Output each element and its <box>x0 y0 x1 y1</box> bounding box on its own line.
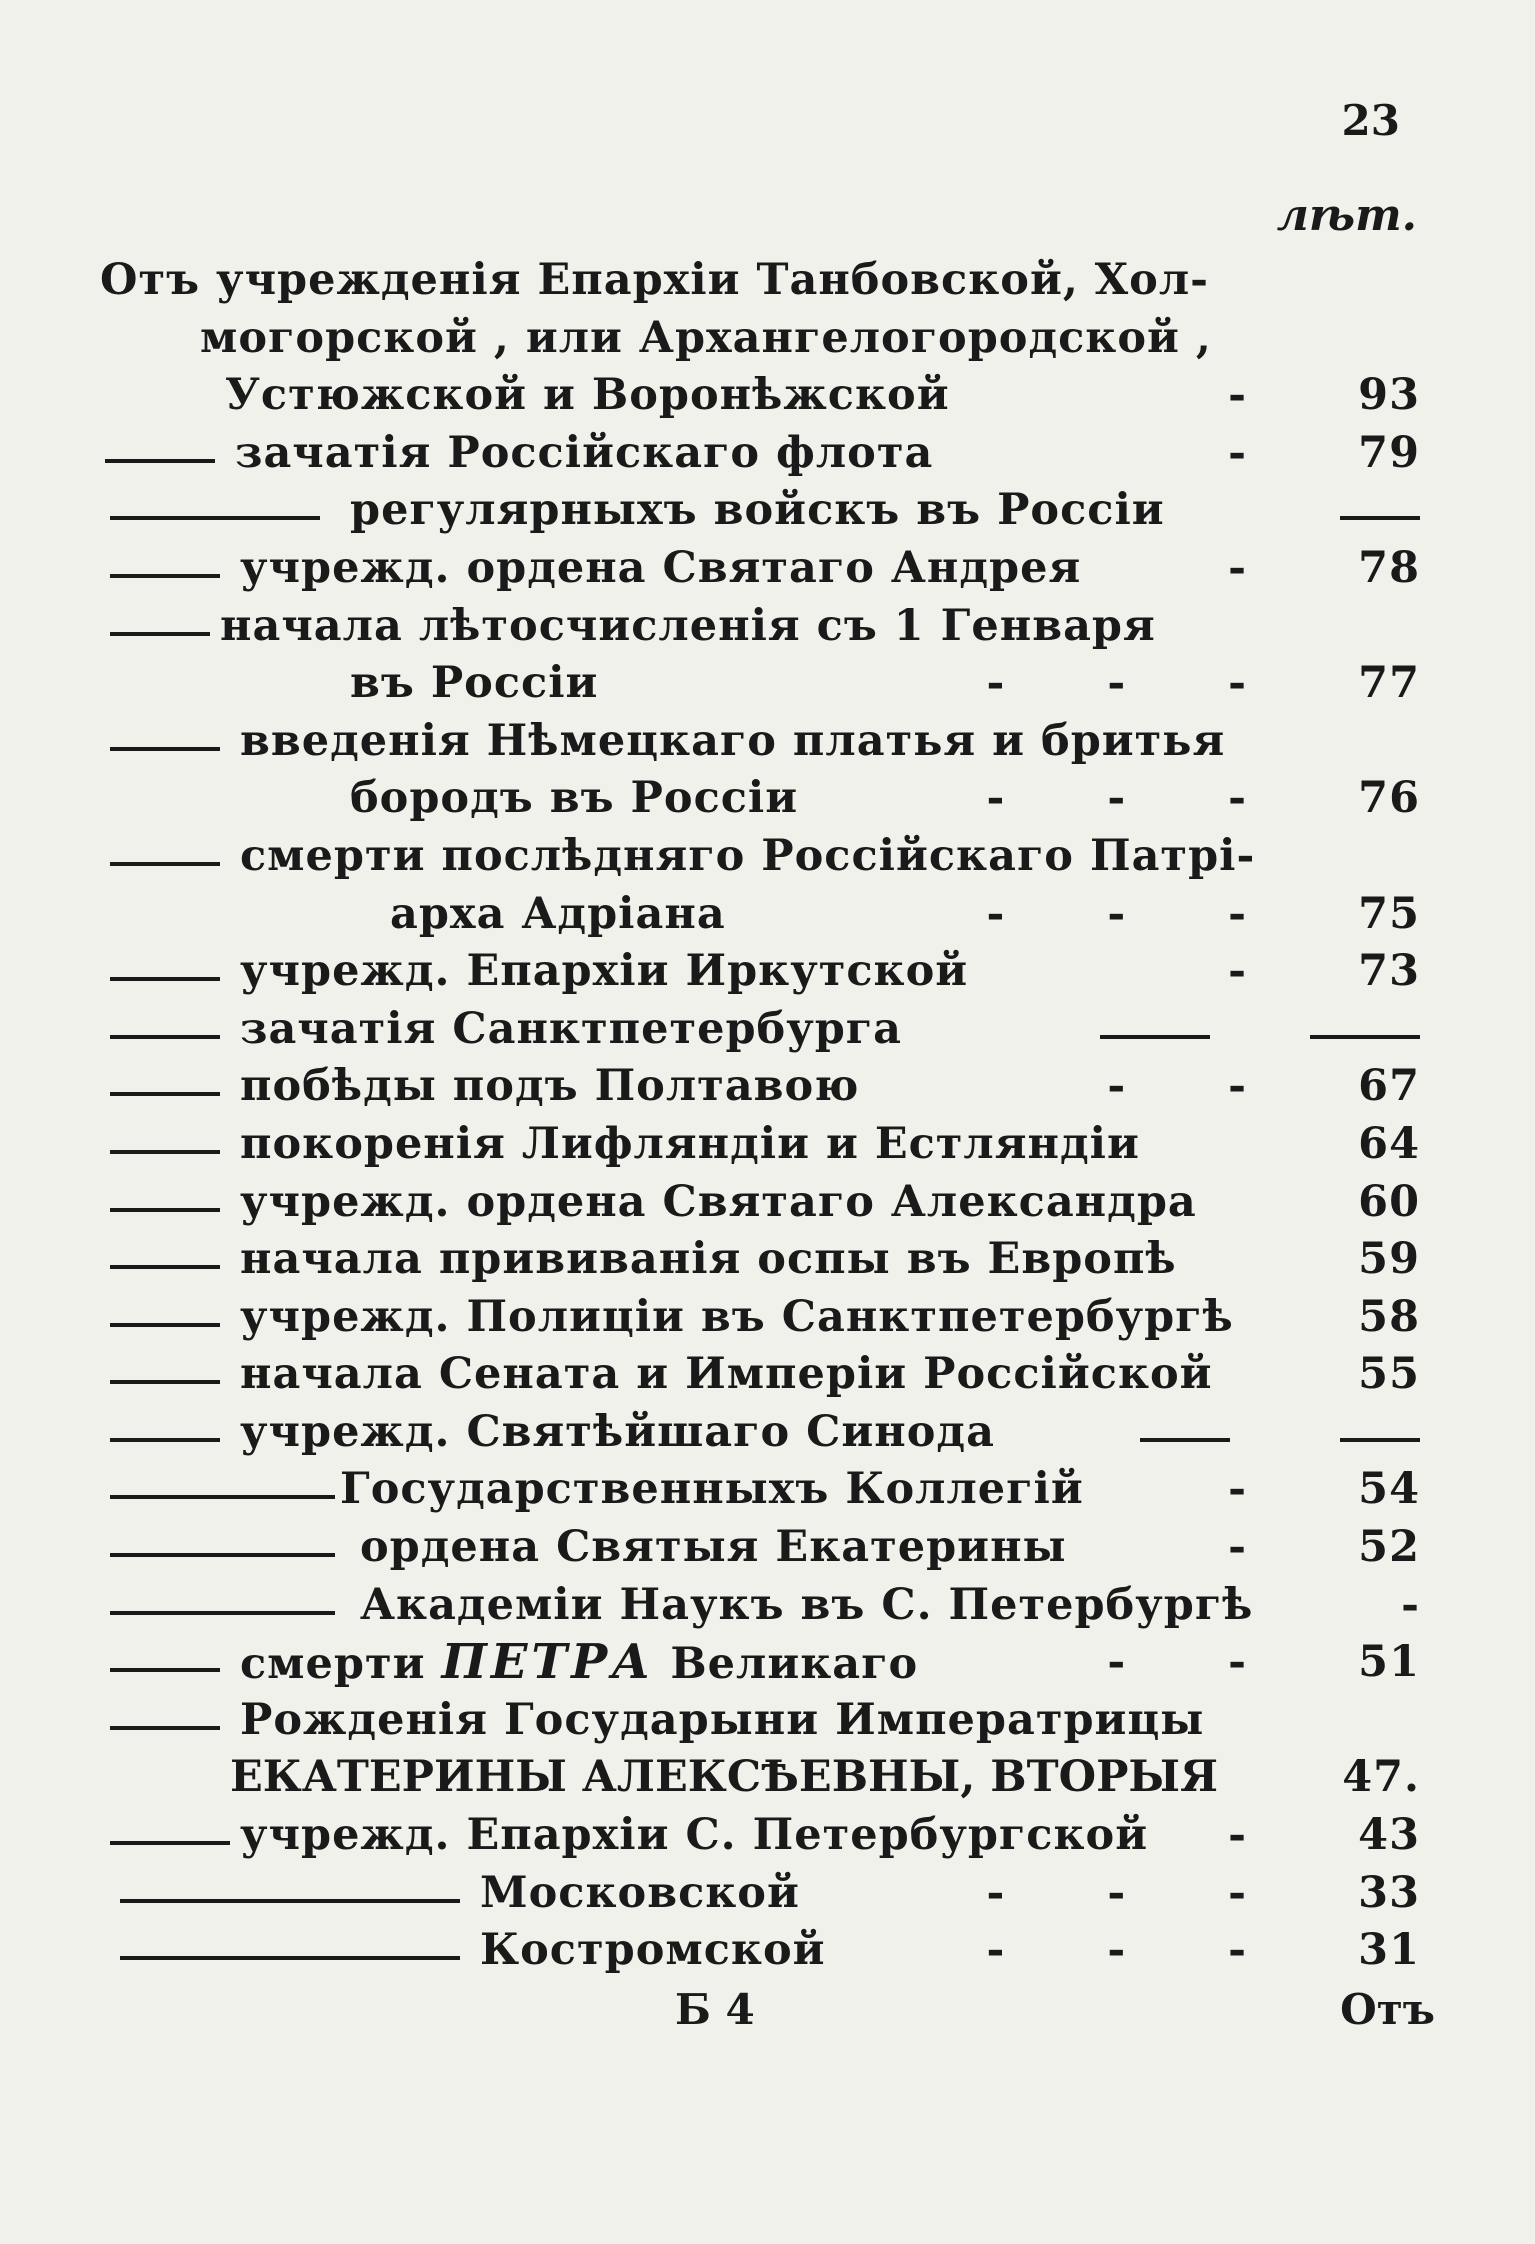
list-item <box>100 1289 1430 1347</box>
list-item <box>100 425 1430 483</box>
entry-text: смерти послѣдняго Россійскаго Патрі- <box>240 830 1256 881</box>
list-item <box>100 1461 1430 1519</box>
list-item <box>100 713 1430 771</box>
ditto-dash <box>120 1956 460 1960</box>
entry-years: 52 <box>1358 1522 1420 1573</box>
entry-text: учрежд. Епархіи С. Петербургской <box>240 1810 1149 1861</box>
entry-years: 43 <box>1358 1810 1420 1861</box>
entry-text: могорской , или Архангелогородской , <box>200 312 1212 363</box>
dot-leader: - - - <box>986 888 1290 939</box>
list-item <box>100 1001 1430 1059</box>
entry-text: учрежд. Полиціи въ Санктпетербургѣ <box>240 1291 1234 1342</box>
entry-years: 76 <box>1358 773 1420 824</box>
entry-text: побѣды подъ Полтавою <box>240 1061 860 1112</box>
ditto-dash <box>110 1495 335 1499</box>
entry-text: Отъ учрежденія Епархіи Танбовской, Хол- <box>100 255 1210 305</box>
list-item <box>100 1865 1430 1923</box>
list-item <box>100 1519 1430 1577</box>
entry-years: 55 <box>1358 1349 1420 1400</box>
entry-text: учрежд. ордена Святаго Андрея <box>240 542 1082 593</box>
ditto-dash <box>110 862 220 866</box>
list-item <box>100 1749 1430 1807</box>
list-item <box>100 1404 1430 1462</box>
entry-text: регулярныхъ войскъ въ Россіи <box>350 485 1165 536</box>
entry-years: 79 <box>1358 427 1420 478</box>
entry-text: въ Россіи <box>350 658 599 709</box>
list-item <box>100 1807 1430 1865</box>
ditto-dash <box>120 1899 460 1903</box>
entry-years: 93 <box>1358 370 1420 421</box>
ditto-dash <box>110 1035 220 1039</box>
list-item <box>100 1577 1430 1635</box>
entry-years: 67 <box>1358 1061 1420 1112</box>
ditto-dash <box>110 1726 220 1730</box>
ditto-dash <box>110 1265 220 1269</box>
list-item <box>100 943 1430 1001</box>
blank-years-dash <box>1340 1438 1420 1442</box>
ditto-dash <box>110 1150 220 1154</box>
dot-leader: - <box>1228 370 1290 421</box>
ditto-dash <box>110 1611 335 1615</box>
dot-leader: - <box>1228 946 1290 997</box>
list-item <box>100 1058 1430 1116</box>
dot-leader: - <box>1228 1464 1290 1515</box>
entry-text: арха Адріана <box>390 888 726 939</box>
dot-leader: - - - <box>986 1925 1290 1976</box>
list-item <box>100 598 1430 656</box>
entry-text: Московской <box>480 1867 800 1918</box>
list-item <box>100 1346 1430 1404</box>
entry-years: 58 <box>1358 1291 1420 1342</box>
dot-leader: - <box>1228 1810 1290 1861</box>
emphasized-name: ПЕТРА <box>441 1634 655 1691</box>
ditto-dash <box>110 1438 220 1442</box>
entry-years: 77 <box>1358 658 1420 709</box>
dot-leader: - <box>1228 1522 1290 1573</box>
entry-text <box>240 1634 918 1694</box>
entry-text: Рожденія Государыни Императрицы <box>240 1694 1205 1745</box>
chronology-list <box>100 252 1430 1980</box>
entry-text: Государственныхъ Коллегій <box>340 1464 1084 1515</box>
entry-text: начала Сената и Имперіи Россійской <box>240 1349 1213 1400</box>
blank-filler-dash <box>1100 1035 1210 1039</box>
ditto-dash <box>110 1323 220 1327</box>
entry-years: 59 <box>1358 1234 1420 1285</box>
catchword: Отъ <box>1340 1985 1435 2034</box>
entry-text: введенія Нѣмецкаго платья и бритья <box>240 715 1226 766</box>
dot-leader: - - <box>1107 1637 1290 1688</box>
entry-years: 60 <box>1358 1176 1420 1227</box>
entry-text: учрежд. ордена Святаго Александра <box>240 1176 1197 1227</box>
dot-leader: - - - <box>986 773 1290 824</box>
list-item <box>100 310 1430 368</box>
entry-text-before: смерти <box>240 1639 426 1690</box>
ditto-dash <box>110 516 320 520</box>
blank-years-dash <box>1340 516 1420 520</box>
ditto-dash <box>110 574 220 578</box>
entry-text: ордена Святыя Екатерины <box>360 1522 1067 1573</box>
ditto-dash <box>110 977 220 981</box>
entry-text: начала прививанія оспы въ Европѣ <box>240 1234 1177 1285</box>
entry-text: Устюжской и Воронѣжской <box>225 370 950 421</box>
list-item <box>100 1174 1430 1232</box>
entry-text: ЕКАТЕРИНЫ АЛЕКСѢЕВНЫ, ВТОРЫЯ <box>230 1752 1219 1803</box>
entry-text: зачатія Санктпетербурга <box>240 1003 902 1054</box>
list-item <box>100 886 1430 944</box>
entry-text: зачатія Россійскаго флота <box>235 427 934 478</box>
blank-years-dash <box>1310 1035 1420 1039</box>
entry-years: 31 <box>1358 1925 1420 1976</box>
entry-years: 51 <box>1358 1637 1420 1688</box>
entry-years: 33 <box>1358 1867 1420 1918</box>
entry-years: 78 <box>1358 542 1420 593</box>
dot-leader: - <box>1228 427 1290 478</box>
entry-text: бородъ въ Россіи <box>350 773 799 824</box>
entry-years: 75 <box>1358 888 1420 939</box>
list-item <box>100 482 1430 540</box>
blank-filler-dash <box>1140 1438 1230 1442</box>
dot-leader: - - - <box>986 658 1290 709</box>
list-item <box>100 1692 1430 1750</box>
list-item <box>100 1922 1430 1980</box>
page-number: 23 <box>1341 96 1400 145</box>
list-item <box>100 1116 1430 1174</box>
entry-text: покоренія Лифляндіи и Естляндіи <box>240 1118 1140 1169</box>
entry-text: Костромской <box>480 1925 826 1976</box>
list-item <box>100 770 1430 828</box>
list-item <box>100 1231 1430 1289</box>
list-item <box>100 367 1430 425</box>
ditto-dash <box>110 1092 220 1096</box>
ditto-dash <box>110 1553 335 1557</box>
entry-years: 47. <box>1342 1752 1420 1803</box>
entry-years: 54 <box>1358 1464 1420 1515</box>
entry-text: Академіи Наукъ въ С. Петербургѣ <box>360 1579 1254 1630</box>
ditto-dash <box>110 1208 220 1212</box>
entry-text: учрежд. Епархіи Иркутской <box>240 946 969 997</box>
entry-years: 64 <box>1358 1118 1420 1169</box>
entry-text: учрежд. Святѣйшаго Синода <box>240 1406 995 1457</box>
list-item <box>100 1634 1430 1692</box>
list-item <box>100 828 1430 886</box>
entry-years: 73 <box>1358 946 1420 997</box>
ditto-dash <box>110 1380 220 1384</box>
dot-leader: - <box>1228 542 1290 593</box>
ditto-dash <box>110 632 210 636</box>
list-item <box>100 540 1430 598</box>
ditto-dash <box>105 459 215 463</box>
list-item <box>100 252 1430 310</box>
entry-text-after: Великаго <box>670 1639 919 1690</box>
list-item <box>100 655 1430 713</box>
dot-leader: - - - <box>986 1867 1290 1918</box>
ditto-dash <box>110 1841 230 1845</box>
entry-years: - <box>1401 1579 1420 1630</box>
years-column-heading: лѣт. <box>1276 190 1417 241</box>
entry-text: начала лѣтосчисленія съ 1 Генваря <box>220 600 1156 651</box>
signature-mark: Б 4 <box>675 1985 755 2034</box>
dot-leader: - - <box>1107 1061 1290 1112</box>
ditto-dash <box>110 1668 220 1672</box>
ditto-dash <box>110 747 220 751</box>
